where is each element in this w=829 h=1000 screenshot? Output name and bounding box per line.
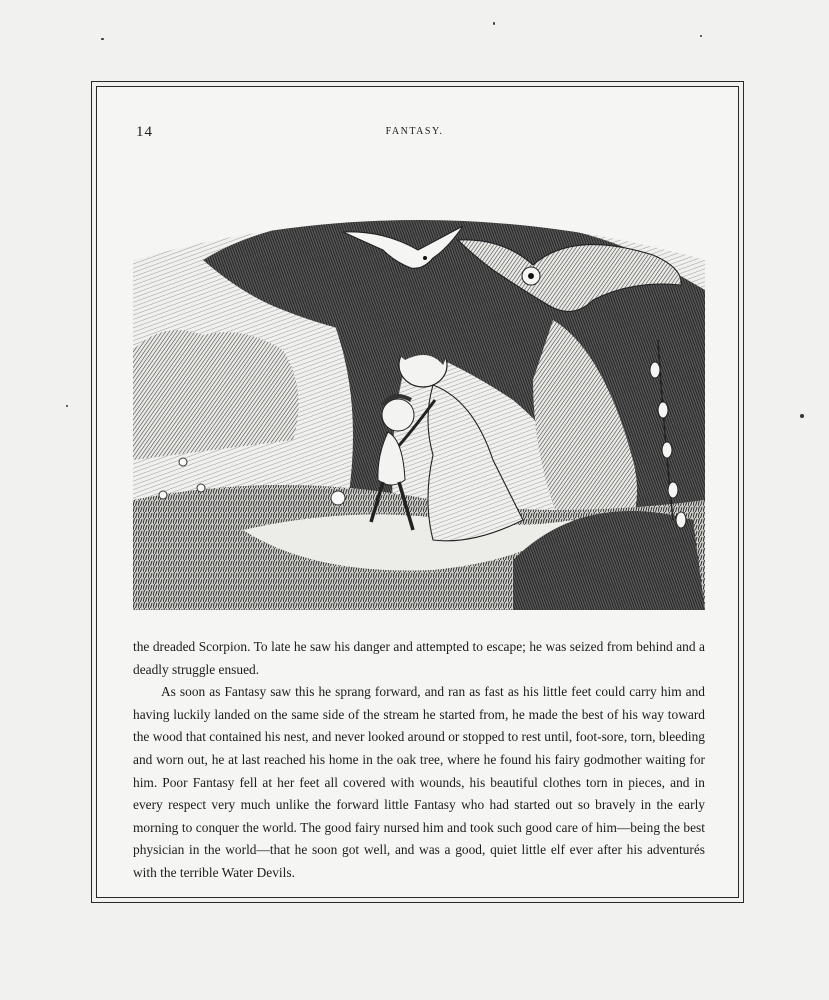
speck (800, 414, 804, 418)
speck (700, 35, 702, 37)
paragraph: the dreaded Scorpion. To late he saw his danger and attempted to escape; he was seized from behind and a deadly struggle ensued. (133, 639, 705, 677)
speck (493, 22, 495, 25)
speck (66, 405, 68, 407)
paragraph: As soon as Fantasy saw this he sprang forward, and ran as fast as his little feet could carry him and having luckily landed on the same side of the stream he started from, he made the best of his way toward the wood that contained his nest, and never looked around or stopped to rest until, foot-sore, torn, bleeding and worn out, he at last reached his home in the oak tree, where he found his fairy godmother waiting for him. Poor Fantasy fell at her feet all covered with wounds, his beautiful clothes torn in pieces, and in every respect very much unlike the forward little Fantasy who had started out so bravely in the early morning to conquer the world. The good fairy nursed him and took such good care of him—being the best physician in the world—that he soon got well, and was a good, quiet little elf ever after his adventurés with the terrible Water Devils. (133, 684, 705, 880)
page-number: 14 (136, 124, 153, 140)
speck (101, 38, 104, 40)
engraving-illustration (133, 200, 705, 610)
running-head: FANTASY. (385, 126, 444, 137)
story-text (133, 636, 705, 885)
